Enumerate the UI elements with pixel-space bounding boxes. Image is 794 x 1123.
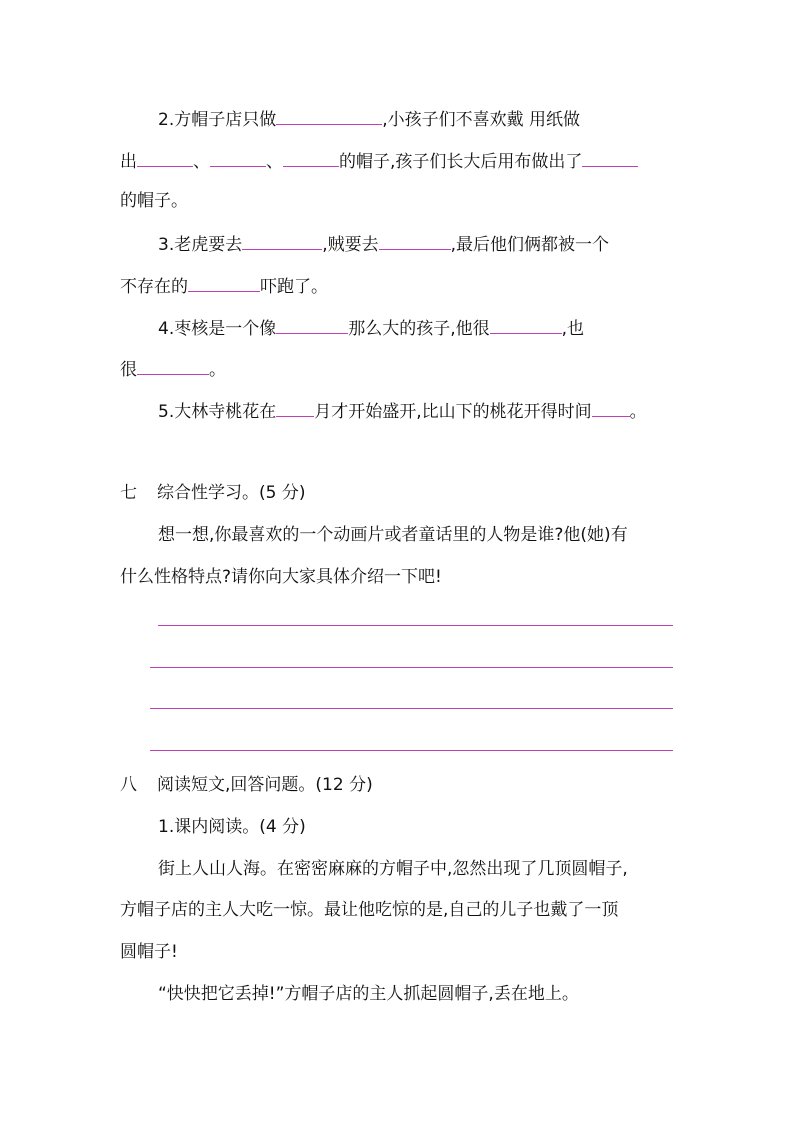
q4-text-b: 那么大的孩子,他很	[348, 319, 490, 339]
q3-text-e: 吓跑了。	[260, 277, 328, 297]
q4-blank-3[interactable]	[137, 356, 209, 375]
writing-line-3[interactable]	[150, 708, 673, 709]
q4-text-e: 。	[209, 360, 226, 380]
q2-line3	[120, 189, 188, 213]
q4-blank-2[interactable]	[490, 315, 562, 334]
q3-line1	[158, 231, 609, 257]
section8-title: 阅读短文,回答问题。(12 分)	[157, 775, 373, 795]
q2-text-e: 的帽子。	[120, 191, 188, 211]
section8-heading	[120, 773, 373, 797]
q4-line2	[120, 356, 226, 382]
section8-number: 八	[120, 775, 137, 795]
passage-line-4: “快快把它丢掉!”方帽子店的主人抓起圆帽子,丢在地上。	[158, 984, 579, 1004]
section7-number: 七	[120, 483, 137, 503]
writing-line-2[interactable]	[150, 667, 673, 668]
q3-text-c: ,最后他们俩都被一个	[450, 235, 610, 255]
q5-line1	[158, 398, 647, 424]
q2-line2	[120, 148, 638, 174]
q2-blank-2[interactable]	[137, 148, 193, 167]
q2-line1	[158, 106, 580, 132]
q4-text-c: ,也	[561, 319, 585, 339]
q3-line2	[120, 273, 328, 299]
q3-blank-3[interactable]	[188, 273, 260, 292]
q3-text-d: 不存在的	[120, 277, 188, 297]
q2-blank-3[interactable]	[210, 148, 266, 167]
q3-text-a: 3.老虎要去	[158, 235, 243, 255]
q3-blank-2[interactable]	[379, 231, 451, 250]
q2-text-a: 2.方帽子店只做	[158, 110, 277, 130]
passage-line-2: 方帽子店的主人大吃一惊。最让他吃惊的是,自己的儿子也戴了一顶	[120, 900, 619, 920]
passage-line-3: 圆帽子!	[120, 942, 178, 962]
writing-line-4[interactable]	[150, 750, 673, 751]
section7-prompt-line2: 什么性格特点?请你向大家具体介绍一下吧!	[120, 567, 442, 587]
q3-text-b: ,贼要去	[322, 235, 379, 255]
section7-prompt-line1: 想一想,你最喜欢的一个动画片或者童话里的人物是谁?他(她)有	[158, 525, 628, 545]
q4-blank-1[interactable]	[276, 315, 348, 334]
section8-sub-question: 1.课内阅读。(4 分)	[158, 817, 306, 837]
q2-text-c: 出	[120, 152, 137, 172]
section7-heading	[120, 481, 305, 505]
section7-title: 综合性学习。(5 分)	[157, 483, 306, 503]
writing-line-1[interactable]	[158, 625, 673, 626]
q4-text-a: 4.枣核是一个像	[158, 319, 277, 339]
q5-blank-2[interactable]	[592, 398, 630, 417]
q5-text-b: 月才开始盛开,比山下的桃花开得时间	[314, 402, 592, 422]
q2-blank-1[interactable]	[276, 106, 382, 125]
q2-text-d: 的帽子,孩子们长大后用布做出了	[339, 152, 583, 172]
q2-blank-5[interactable]	[582, 148, 638, 167]
q2-sep-2: 、	[266, 152, 283, 172]
q2-blank-4[interactable]	[283, 148, 339, 167]
q4-line1	[158, 315, 584, 341]
q2-sep-1: 、	[193, 152, 210, 172]
q2-text-b: ,小孩子们不喜欢戴 用纸做	[382, 110, 581, 130]
q5-blank-1[interactable]	[276, 398, 314, 417]
passage-line-1: 街上人山人海。在密密麻麻的方帽子中,忽然出现了几顶圆帽子,	[158, 859, 628, 879]
q5-text-c: 。	[629, 402, 647, 422]
q4-text-d: 很	[120, 360, 137, 380]
q5-text-a: 5.大林寺桃花在	[158, 402, 277, 422]
q3-blank-1[interactable]	[242, 231, 322, 250]
